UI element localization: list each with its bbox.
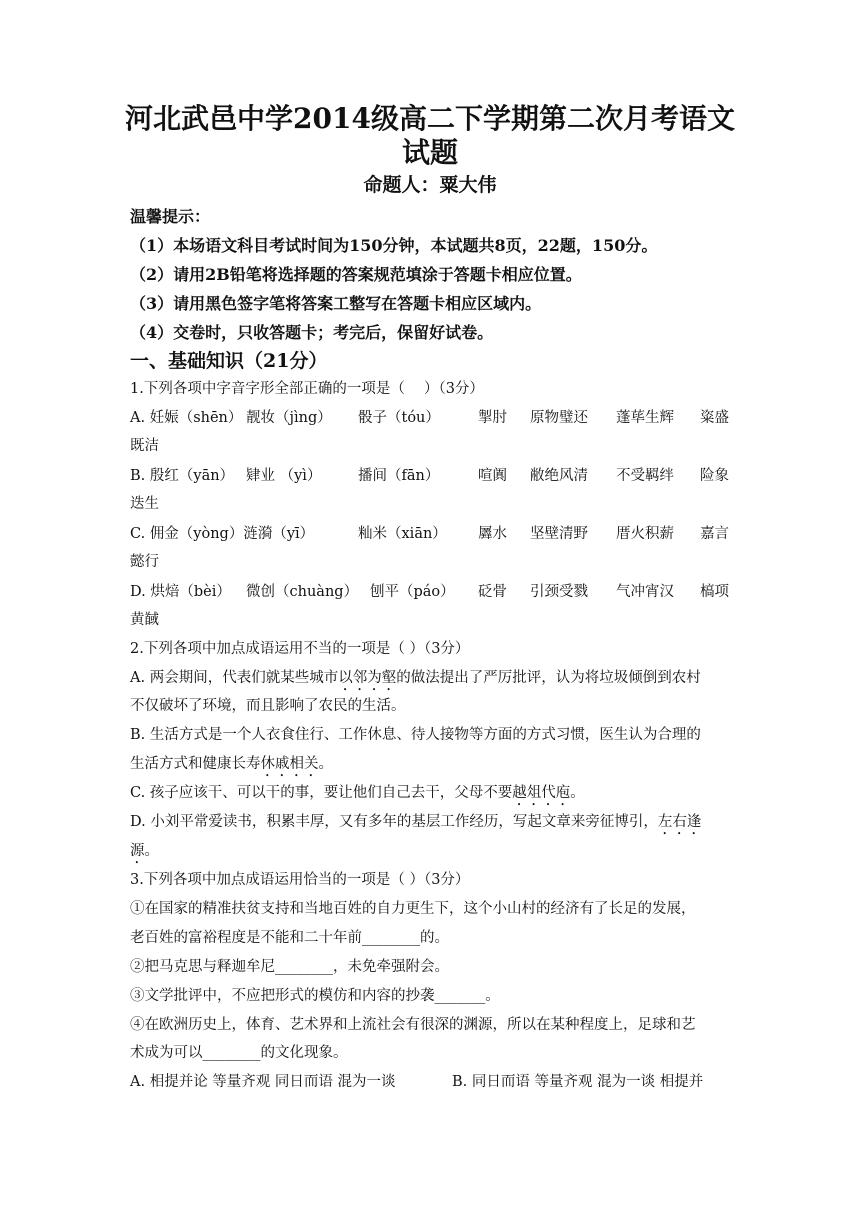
option-row (130, 406, 730, 428)
option-cell: B. 殷红（yān） (130, 468, 235, 484)
option-text: A. 两会期间，代表们就某些城市以邻为壑的做法提出了严厉批评，认为将垃圾倾倒到农村 (130, 670, 701, 686)
option-cell: 槁项 (700, 584, 729, 600)
option-row (130, 464, 730, 486)
option-cell: 蓬荜生辉 (616, 410, 674, 426)
tip-item: （3）请用黑色签字笔将答案工整写在答题卡相应区域内。 (130, 294, 542, 313)
sentence-item: ③文学批评中，不应把形式的模仿和内容的抄袭_______。 (130, 988, 500, 1004)
option-tail: 既洁 (130, 438, 159, 454)
sentence-item: ④在欧洲历史上，体育、艺术界和上流社会有很深的渊源，所以在某种程度上，足球和艺 (130, 1017, 696, 1033)
option-cell: D. 烘焙（bèi） (130, 584, 231, 600)
option-cell: 厝火积薪 (616, 526, 674, 542)
answer-option-b: B. 同日而语 等量齐观 混为一谈 相提并 (452, 1074, 704, 1090)
sentence-item: ①在国家的精准扶贫支持和当地百姓的自力更生下，这个小山村的经济有了长足的发展， (130, 901, 696, 917)
exam-title: 河北武邑中学2014级高二下学期第二次月考语文试题 (125, 102, 735, 169)
option-cell: 播间（fān） (358, 468, 440, 484)
sentence-item: 术成为可以________的文化现象。 (130, 1045, 348, 1061)
option-cell: 敝绝风清 (530, 468, 588, 484)
section-heading: 一、基础知识（21分） (130, 350, 328, 372)
answer-option-a: A. 相提并论 等量齐观 同日而语 混为一谈 (130, 1074, 396, 1090)
option-cell: 气冲宵汉 (616, 584, 674, 600)
emphasized-idiom: 休戚相关 (260, 756, 319, 772)
option-tail: 懿行 (130, 554, 159, 570)
option-cell: 骰子（tóu） (358, 410, 440, 426)
sentence-item: 老百姓的富裕程度是不能和二十年前________的。 (130, 930, 449, 946)
option-cell: 微创（chuàng） (246, 584, 359, 600)
option-cell: 刨平（páo） (370, 584, 455, 600)
option-cell: 粢盛 (700, 410, 729, 426)
option-text: 生活方式和健康长寿休戚相关。 (130, 756, 333, 772)
question-stem: 3.下列各项中加点成语运用恰当的一项是（ ）（3分） (130, 872, 470, 888)
option-text: D. 小刘平常爱读书，积累丰厚，又有多年的基层工作经历，写起文章来旁征博引，左右逢 (130, 814, 702, 830)
option-text: 不仅破坏了环境，而且影响了农民的生活。 (130, 698, 406, 714)
author-line: 命题人：粟大伟 (363, 174, 497, 196)
emphasized-idiom: 越俎代庖 (512, 785, 571, 801)
option-cell: 羼水 (478, 526, 507, 542)
option-tail: 迭生 (130, 496, 159, 512)
option-cell: 靓妆（jìng） (246, 410, 332, 426)
option-row (130, 580, 730, 602)
option-text: C. 孩子应该干、可以干的事，要让他们自己去干，父母不要越俎代庖。 (130, 785, 585, 801)
option-cell: 嘉言 (700, 526, 729, 542)
option-cell: 坚壁清野 (530, 526, 588, 542)
tip-item: （2）请用2B铅笔将选择题的答案规范填涂于答题卡相应位置。 (130, 265, 582, 284)
option-row (130, 1070, 730, 1092)
tips-heading: 温馨提示： (130, 207, 211, 226)
option-cell: 不受羁绊 (616, 468, 674, 484)
option-cell: C. 佣金（yòng）涟漪（yī） (130, 526, 315, 542)
option-text: 源。 (130, 843, 159, 859)
option-tail: 黄馘 (130, 612, 159, 628)
tip-item: （1）本场语文科目考试时间为150分钟，本试题共8页，22题，150分。 (130, 236, 658, 255)
question-stem: 1.下列各项中字音字形全部正确的一项是（ ）（3分） (130, 381, 484, 397)
option-cell: 险象 (700, 468, 729, 484)
option-cell: 原物璧还 (530, 410, 588, 426)
option-row (130, 522, 730, 544)
question-stem: 2.下列各项中加点成语运用不当的一项是（ ）（3分） (130, 641, 470, 657)
option-cell: 籼米（xiān） (358, 526, 447, 542)
option-text: B. 生活方式是一个人衣食住行、工作休息、待人接物等方面的方式习惯，医生认为合理的 (130, 727, 701, 743)
option-cell: 喧阗 (478, 468, 507, 484)
emphasized-idiom: 左右逢 (657, 814, 702, 830)
emphasized-idiom: 以邻为壑 (338, 670, 397, 686)
tip-item: （4）交卷时，只收答题卡；考完后，保留好试卷。 (130, 323, 494, 342)
option-cell: A. 妊娠（shēn） (130, 410, 243, 426)
option-cell: 砭骨 (478, 584, 507, 600)
emphasized-idiom: 源 (130, 843, 145, 859)
sentence-item: ②把马克思与释迦牟尼________，未免牵强附会。 (130, 959, 449, 975)
option-cell: 肄业 （yì） (246, 468, 322, 484)
option-cell: 引颈受戮 (530, 584, 588, 600)
option-cell: 掣肘 (478, 410, 507, 426)
